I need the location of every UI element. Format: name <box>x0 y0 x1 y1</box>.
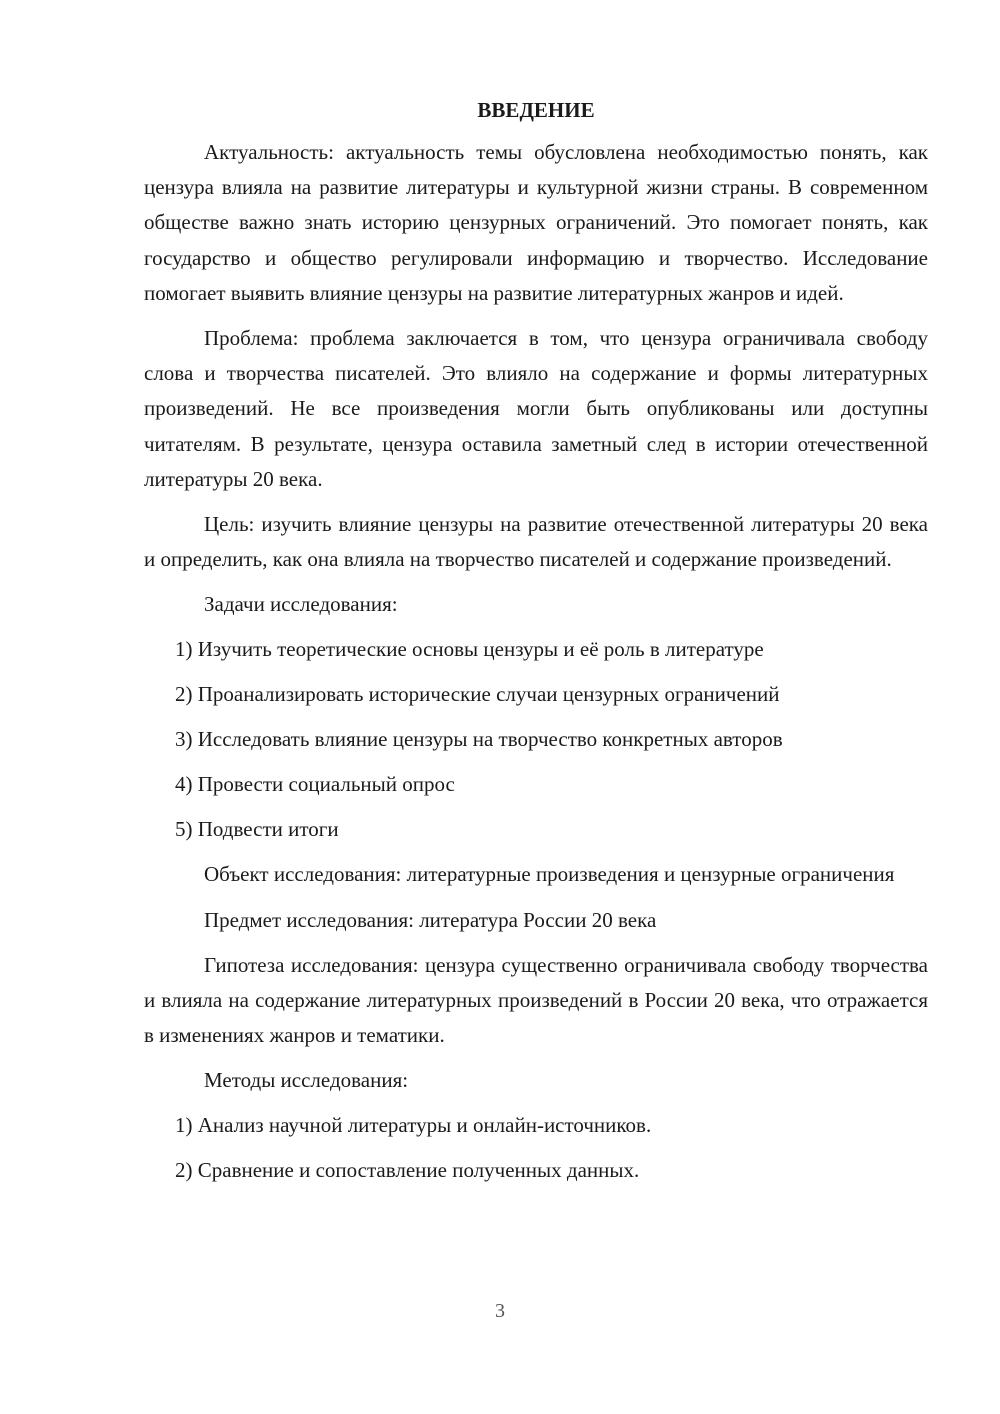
list-item: 1) Анализ научной литературы и онлайн-источников. <box>175 1113 652 1138</box>
list-item: 2) Сравнение и сопоставление полученных данных. <box>175 1158 640 1183</box>
page-number: 3 <box>495 1300 505 1322</box>
paragraph-relevance: Актуальность: актуальность темы обусловлена необходимостью понять, как цензура влияла на развитие литературы и культурной жизни страны. В современном обществе важно знать историю цензурных ограничений. Это помогает понять, как государство и общество регулировали информацию и творчество. Исследование помогает выявить влияние цензуры на развитие литературных жанров и идей. <box>144 140 928 305</box>
paragraph-subject: Предмет исследования: литература России 20 века <box>204 907 657 932</box>
list-item: 3) Исследовать влияние цензуры на творчество конкретных авторов <box>175 727 783 752</box>
document-page <box>144 95 928 1198</box>
paragraph-problem: Проблема: проблема заключается в том, что цензура ограничивала свободу слова и творчества писателей. Это влияло на содержание и формы литературных произведений. Не все произведения могли быть опубликованы или доступны читателям. В результате, цензура оставила заметный след в истории отечественной литературы 20 века. <box>144 326 928 491</box>
paragraph-goal: Цель: изучить влияние цензуры на развитие отечественной литературы 20 века и определить, как она влияла на творчество писателей и содержание произведений. <box>144 512 928 572</box>
list-item: 5) Подвести итоги <box>175 817 339 842</box>
list-item: 1) Изучить теоретические основы цензуры и её роль в литературе <box>175 637 764 662</box>
methods-heading: Методы исследования: <box>204 1068 409 1093</box>
paragraph-object: Объект исследования: литературные произведения и цензурные ограничения <box>204 862 895 887</box>
list-item: 4) Провести социальный опрос <box>175 772 455 797</box>
tasks-heading: Задачи исследования: <box>204 592 398 617</box>
tasks-list <box>144 632 928 857</box>
section-title: ВВЕДЕНИЕ <box>477 98 595 122</box>
list-item: 2) Проанализировать исторические случаи цензурных ограничений <box>175 682 780 707</box>
paragraph-hypothesis: Гипотеза исследования: цензура существенно ограничивала свободу творчества и влияла на содержание литературных произведений в России 20 века, что отражается в изменениях жанров и тематики. <box>144 952 928 1048</box>
methods-list <box>144 1108 928 1198</box>
